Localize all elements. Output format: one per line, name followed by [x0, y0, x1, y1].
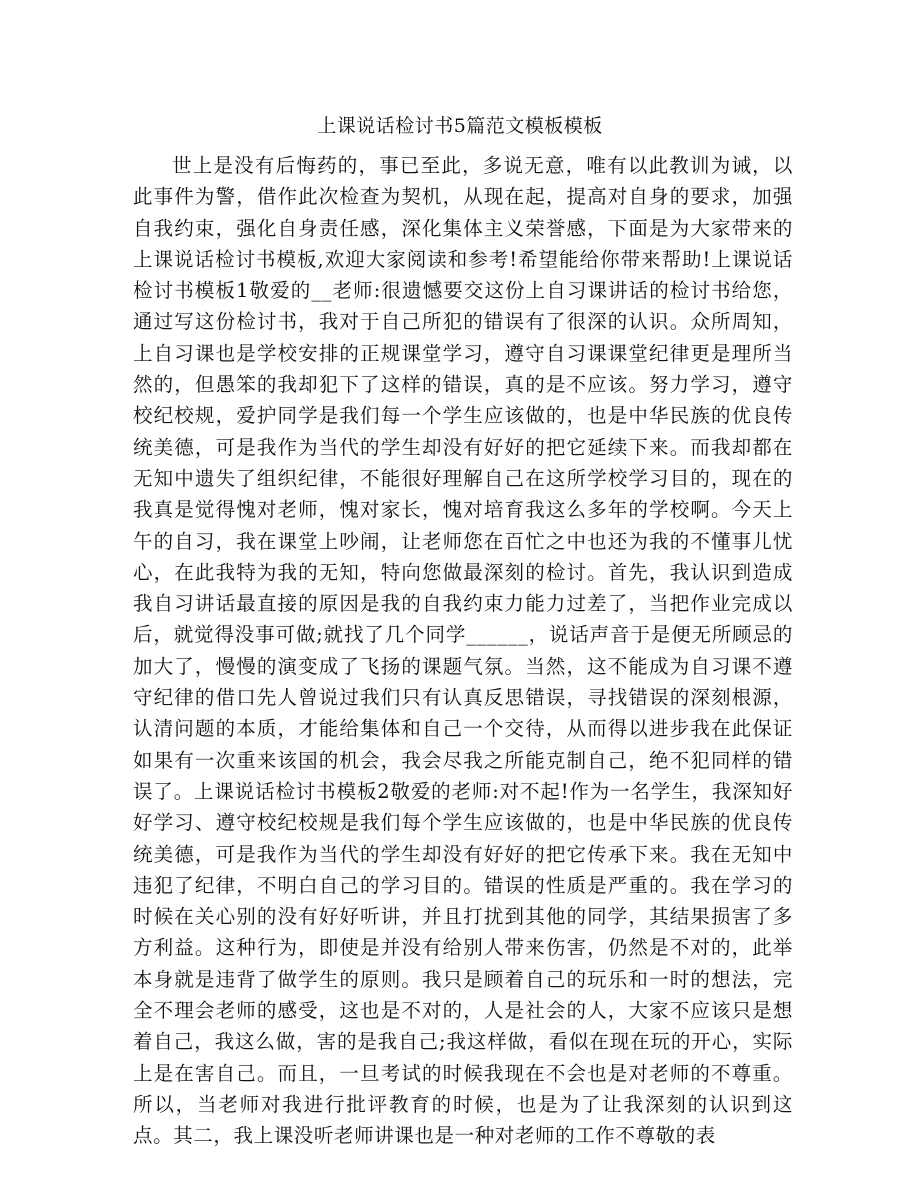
- document-body-paragraph: 世上是没有后悔药的，事已至此，多说无意，唯有以此教训为诫，以此事件为警，借作此次检查为契机，从现在起，提高对自身的要求，加强自我约束，强化自身责任感，深化集体主义荣誉感，下面是为大家带来的上课说话检讨书模板,欢迎大家阅读和参考!希望能给你带来帮助!上课说话检讨书模板1敬爱的__老师:很遗憾要交这份上自习课讲话的检讨书给您，通过写这份检讨书，我对于自己所犯的错误有了很深的认识。众所周知，上自习课也是学校安排的正规课堂学习，遵守自习课课堂纪律更是理所当然的，但愚笨的我却犯下了这样的错误，真的是不应该。努力学习，遵守校纪校规，爱护同学是我们每一个学生应该做的，也是中华民族的优良传统美德，可是我作为当代的学生却没有好好的把它延续下来。而我却都在无知中遗失了组织纪律，不能很好理解自己在这所学校学习目的，现在的我真是觉得愧对老师，愧对家长，愧对培育我这么多年的学校啊。今天上午的自习，我在课堂上吵闹，让老师您在百忙之中也还为我的不懂事儿忧心，在此我特为我的无知，特向您做最深刻的检讨。首先，我认识到造成我自习讲话最直接的原因是我的自我约束力能力过差了，当把作业完成以后，就觉得没事可做;就找了几个同学______，说话声音于是便无所顾忌的加大了，慢慢的演变成了飞扬的课题气氛。当然，这不能成为自习课不遵守纪律的借口先人曾说过我们只有认真反思错误，寻找错误的深刻根源，认清问题的本质，才能给集体和自己一个交待，从而得以进步我在此保证如果有一次重来该国的机会，我会尽我之所能克制自己，绝不犯同样的错误了。上课说话检讨书模板2敬爱的老师:对不起!作为一名学生，我深知好好学习、遵守校纪校规是我们每个学生应该做的，也是中华民族的优良传统美德，可是我作为当代的学生却没有好好的把它传承下来。我在无知中违犯了纪律，不明白自己的学习目的。错误的性质是严重的。我在学习的时候在关心别的没有好好听讲，并且打扰到其他的同学，其结果损害了多方利益。这种行为，即使是并没有给别人带来伤害，仍然是不对的，此举本身就是违背了做学生的原则。我只是顾着自己的玩乐和一时的想法，完全不理会老师的感受，这也是不对的，人是社会的人，大家不应该只是想着自己，我这么做，害的是我自己;我这样做，看似在现在玩的开心，实际上是在害自己。而且，一旦考试的时候我现在不会也是对老师的不尊重。所以，当老师对我进行批评教育的时候，也是为了让我深刻的认识到这点。其二，我上课没听老师讲课也是一种对老师的工作不尊敬的表: [133, 154, 793, 1148]
- document-title: 上课说话检讨书5篇范文模板模板: [317, 115, 603, 137]
